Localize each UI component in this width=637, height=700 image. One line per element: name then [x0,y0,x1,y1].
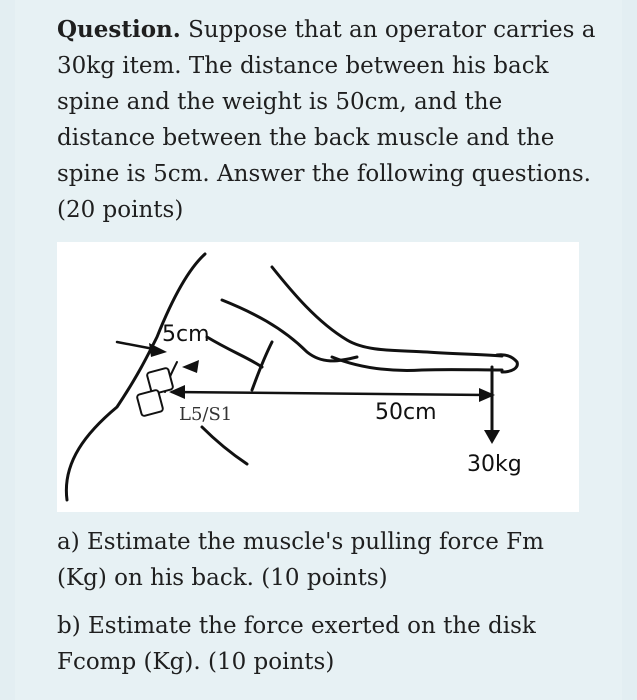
arm-underside [332,357,502,370]
back-outline [66,254,205,500]
weight-label: 30kg [467,452,522,477]
weight-arrowhead [484,430,500,444]
vertebra-lower [137,390,164,417]
moment-arm-line [172,392,487,395]
inward-arrowhead [182,360,199,373]
vertebra-label: L5/S1 [179,404,233,425]
upper-arm-top [222,300,357,361]
question-lead: Question. [57,16,181,43]
inner-arm [252,342,272,390]
weight-distance-label: 50cm [375,400,437,425]
part-a: a) Estimate the muscle's pulling force Fm (Kg) on his back. (10 points) [57,529,544,591]
muscle-distance-label: 5cm [162,322,210,347]
part-b: b) Estimate the force exerted on the disk Fcomp (Kg). (10 points) [57,613,536,675]
shoulder-curve [272,267,502,356]
hip-curve [202,427,247,464]
question-text: Suppose that an operator carries a 30kg item. The distance between his back spine and the weight is 50cm, and the distance between the back muscle and the spine is 5cm. Answer the following questions. (20 points) [57,17,596,223]
biomechanics-figure [57,242,579,512]
chest-line [207,337,262,367]
question-paragraph [57,12,597,228]
